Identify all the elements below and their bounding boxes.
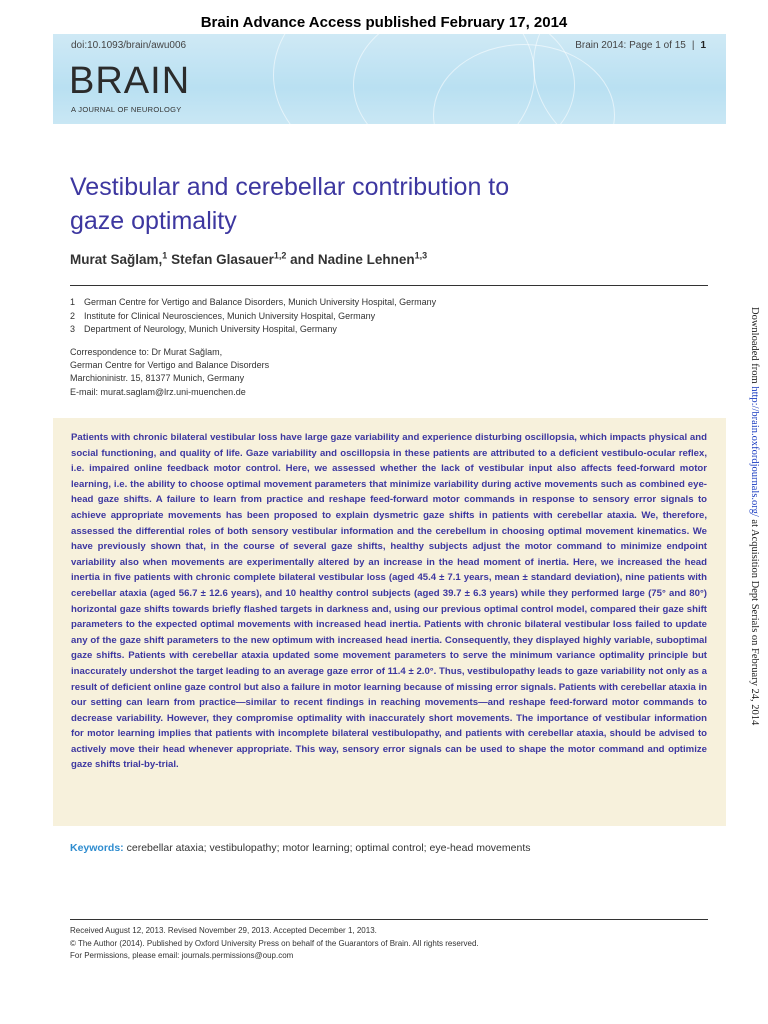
page-number: 1 (700, 40, 706, 51)
correspondence-line: Correspondence to: Dr Murat Sağlam, (70, 347, 223, 357)
correspondence-line: Marchioninistr. 15, 81377 Munich, Germany (70, 373, 245, 384)
keywords (70, 842, 531, 854)
title-line: gaze optimality (70, 207, 237, 235)
affiliation: 2 Institute for Clinical Neurosciences, Munich University Hospital, Germany (70, 310, 376, 321)
page-info: Brain 2014: Page 1 of 15 | 1 (575, 40, 706, 51)
download-link[interactable]: http://brain.oxfordjournals.org/ (749, 386, 760, 517)
title-line: Vestibular and cerebellar contribution to (70, 173, 510, 201)
article-title (70, 170, 690, 238)
page-info-text: Brain 2014: Page 1 of 15 (575, 40, 686, 51)
advance-access-notice: Brain Advance Access published February 17, 2014 (200, 14, 568, 31)
journal-logo: BRAIN (69, 60, 191, 102)
journal-banner (53, 34, 726, 124)
divider (70, 285, 708, 286)
correspondence (70, 346, 269, 399)
footer-line: Received August 12, 2013. Revised November 29, 2013. Accepted December 1, 2013. (70, 926, 377, 935)
download-notice: Downloaded from http://brain.oxfordjournals.org/ at Acquisition Dept Serials on February 24, 2014 (749, 307, 760, 726)
footer-line: For Permissions, please email: journals.permissions@oup.com (70, 951, 294, 960)
correspondence-line: German Centre for Vertigo and Balance Disorders (70, 360, 270, 371)
footer-divider (70, 919, 708, 920)
journal-tagline: A JOURNAL OF NEUROLOGY (71, 105, 182, 114)
abstract-text: Patients with chronic bilateral vestibular loss have large gaze variability and experience disturbing oscillopsia, which impacts physical and social functioning, and quality of life. Gaze variability and oscillopsia in these patients are attributed to a deficient vestibulo-ocular reflex, i.e. impaired online feedback motor control. Here, we assessed whether the lack of vestibular input also affects feed-forward motor learning, i.e. the ability to choose optimal movement parameters that minimize variability during active movements such as combined eye-head gaze shifts. A failure to learn from practice and reshape feed-forward motor commands in response to sensory error signals to achieve appropriate movements has been proposed to explain dysmetric gaze shifts in patients with cerebellar ataxia. We, therefore, assessed the differential roles of both sensory vestibular information and the cerebellum in choosing optimal movement kinematics. We have previously shown that, in the course of several gaze shifts, healthy subjects adjust the motor command to minimize endpoint variability also when movements are experimentally altered by an increase in the head moment of inertia. Here, we increased the head inertia in five patients with chronic complete bilateral vestibular loss (aged 45.4 ± 7.1 years, mean ± standard deviation), nine patients with cerebellar ataxia (aged 56.7 ± 12.6 years), and 10 healthy control subjects (aged 39.7 ± 6.3 years) while they performed large (75° and 80°) horizontal gaze shifts towards briefly flashed targets in darkness and, using our previous optimal control model, compared their gaze shift parameters to the expected optimal movements with increased head inertia. Patients with chronic bilateral vestibular loss failed to update any of the gaze shift parameters to the new optimum with increased head inertia. Consequently, they displayed highly variable, suboptimal gaze shifts. Patients with cerebellar ataxia updated some movement parameters to serve the minimum variance optimality principle but inaccurately undershot the target leading to an average gaze error of 11.4 ± 2.0°. Thus, vestibulopathy leads to gaze variability not only as a result of deficient online gaze control but also a failure in motor learning because of missing error signals. Patients with cerebellar ataxia in our setting can learn from practice—similar to recent findings in reaching movements—and reshape feed-forward motor commands to decrease variability. However, they compromise optimality with inaccurately short movements. The importance of vestibular information for motor learning implies that patients with incomplete bilateral vestibulopathy, and patients with cerebellar ataxia, should be advised to actively move their head whenever appropriate. This way, sensory error signals can be used to shape the motor command and optimize gaze shifts trial-by-trial. (71, 432, 708, 771)
author: and Nadine Lehnen$^{1,3}$ (290, 250, 428, 267)
abstract-box (53, 418, 726, 826)
keywords-label: Keywords: (70, 842, 124, 854)
author: Murat Sağlam,$^1$ (70, 250, 168, 267)
affiliation: 3 Department of Neurology, Munich University Hospital, Germany (70, 324, 337, 334)
keywords-list: cerebellar ataxia; vestibulopathy; motor learning; optimal control; eye-head movements (126, 842, 531, 854)
footer-line: © The Author (2014). Published by Oxford University Press on behalf of the Guarantors of Brain. All rights reserved. (70, 938, 479, 948)
footer (70, 925, 479, 963)
affiliations (70, 296, 436, 337)
author: Stefan Glasauer$^{1,2}$ (171, 250, 287, 267)
doi: doi:10.1093/brain/awu006 (71, 40, 187, 51)
affiliation: 1 German Centre for Vertigo and Balance Disorders, Munich University Hospital, Germany (70, 297, 437, 307)
author-list (70, 250, 427, 267)
correspondence-email[interactable]: E-mail: murat.saglam@lrz.uni-muenchen.de (70, 386, 246, 397)
